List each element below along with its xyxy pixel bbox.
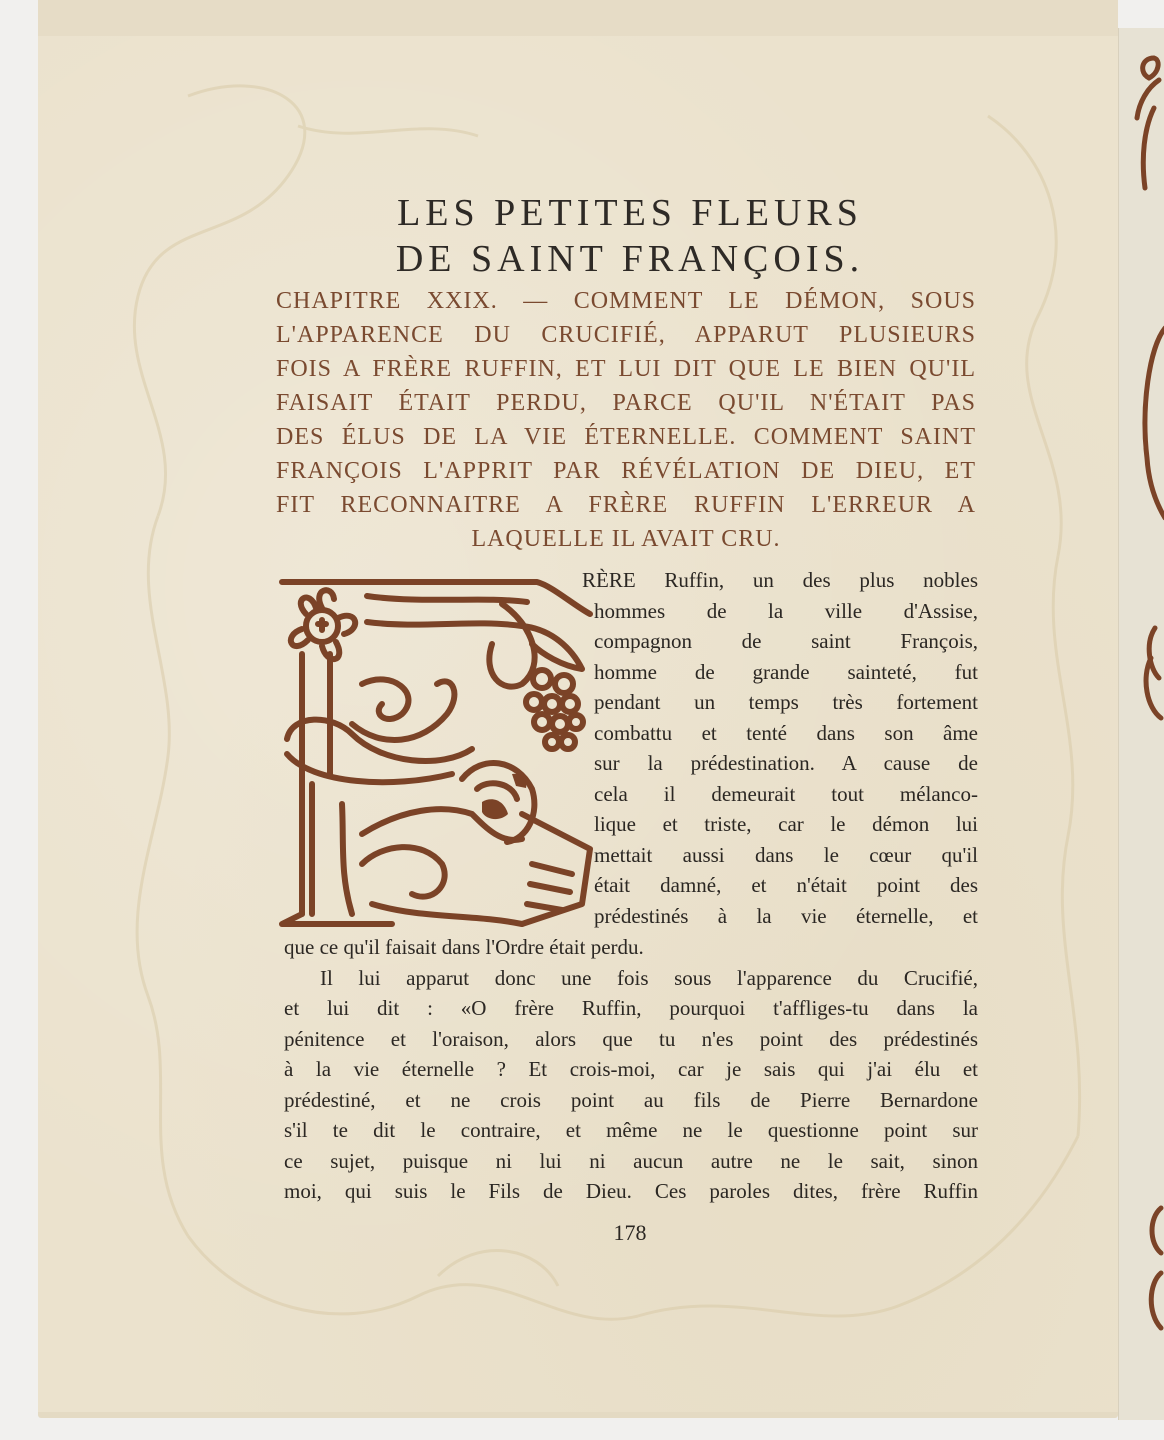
chapter-heading-line: DES ÉLUS DE LA VIE ÉTERNELLE. COMMENT SAINT — [276, 424, 976, 450]
title-line: DE SAINT FRANÇOIS. — [395, 238, 865, 280]
text-line: homme de grande sainteté, fut — [594, 659, 978, 684]
text-line: sur la prédestination. A cause de — [594, 751, 978, 775]
text-line: cela il demeurait tout mélanco- — [594, 781, 978, 806]
title-line: LES PETITES FLEURS — [397, 192, 863, 234]
text-line: pénitence et l'oraison, alors que tu n'es point des prédestinés — [284, 1026, 978, 1051]
text-line: compagnon de saint François, — [594, 629, 978, 653]
drop-cap-woodcut-icon — [272, 574, 598, 936]
text-line: mettait aussi dans le cœur qu'il — [594, 842, 978, 867]
top-folded-flap — [38, 0, 1118, 37]
text-line: RÈRE Ruffin, un des plus nobles — [582, 568, 978, 592]
book-title — [300, 190, 960, 282]
chapter-heading-line: L'APPARENCE DU CRUCIFIÉ, APPARUT PLUSIEURS — [276, 322, 976, 348]
drop-cap-wrapped-paragraph — [582, 565, 978, 931]
text-line: ce sujet, puisque ni lui ni aucun autre ne le sait, sinon — [284, 1148, 978, 1173]
text-line: prédestiné, et ne crois point au fils de Pierre Bernardone — [284, 1087, 978, 1112]
text-line: lique et triste, car le démon lui — [594, 812, 978, 836]
text-line: hommes de la ville d'Assise, — [594, 598, 978, 623]
chapter-heading-line: FAISAIT ÉTAIT PERDU, PARCE QU'IL N'ÉTAIT PAS — [276, 390, 976, 416]
chapter-heading-line: FIT RECONNAITRE A FRÈRE RUFFIN L'ERREUR A — [276, 492, 976, 518]
text-line: à la vie éternelle ? Et crois-moi, car je sais qui j'ai élu et — [284, 1057, 978, 1081]
text-line: s'il te dit le contraire, et même ne le questionne point sur — [284, 1118, 978, 1142]
text-line: combattu et tenté dans son âme — [594, 720, 978, 745]
facing-page-ornament-icon — [1119, 28, 1164, 1420]
text-line: était damné, et n'était point des — [594, 873, 978, 897]
facing-page-edge — [1118, 28, 1164, 1420]
chapter-heading-line: FOIS A FRÈRE RUFFIN, ET LUI DIT QUE LE BIEN QU'IL — [276, 356, 976, 382]
page-deckled-edge — [38, 1412, 1118, 1418]
text-line: et lui dit : «O frère Ruffin, pourquoi t'affliges-tu dans la — [284, 996, 978, 1020]
text-line: moi, qui suis le Fils de Dieu. Ces paroles dites, frère Ruffin — [284, 1179, 978, 1203]
text-line: pendant un temps très fortement — [594, 690, 978, 714]
chapter-heading-line: FRANÇOIS L'APPRIT PAR RÉVÉLATION DE DIEU, ET — [276, 458, 976, 484]
body-paragraphs — [284, 932, 978, 1207]
page-number: 178 — [613, 1220, 647, 1245]
text-line: prédestinés à la vie éternelle, et — [594, 903, 978, 928]
text-line: Il lui apparut donc une fois sous l'apparence du Crucifié, — [320, 965, 978, 990]
chapter-heading — [276, 284, 976, 556]
chapter-heading-line: CHAPITRE XXIX. — COMMENT LE DÉMON, SOUS — [276, 288, 976, 314]
chapter-heading-line: LAQUELLE IL AVAIT CRU. — [471, 526, 781, 552]
text-line: que ce qu'il faisait dans l'Ordre était perdu. — [284, 935, 644, 959]
